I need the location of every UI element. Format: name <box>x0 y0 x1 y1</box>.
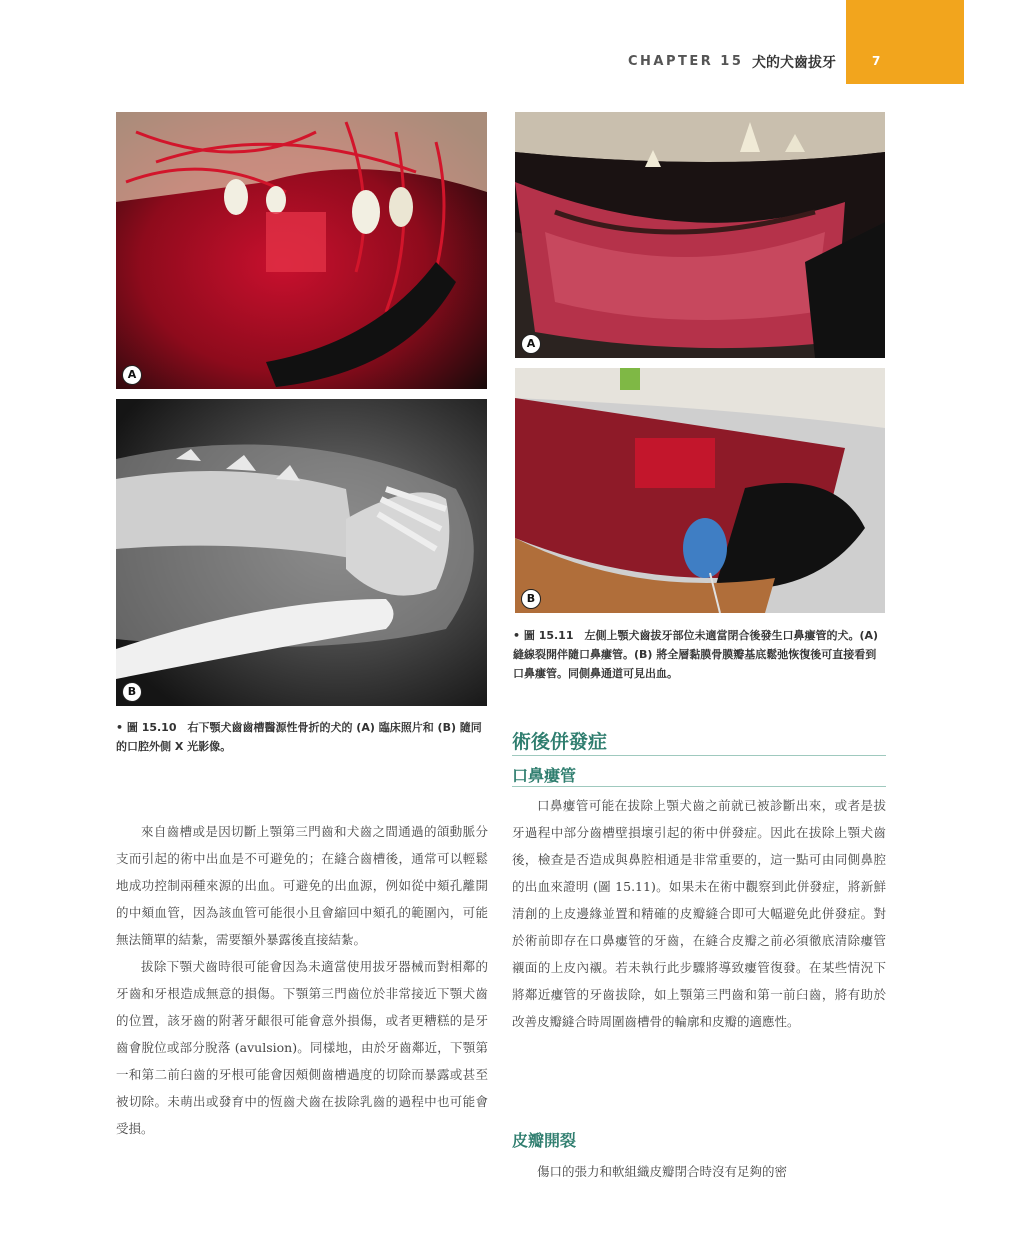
left-body-text <box>116 818 488 1142</box>
chapter-label: CHAPTER 15 <box>628 54 744 69</box>
figure-15-10-caption: • 圖 15.10 右下顎犬齒齒槽醫源性骨折的犬的 (A) 臨床照片和 (B) 隨同的口腔外側 X 光影像。 <box>116 721 482 753</box>
paragraph-text: 口鼻瘻管可能在拔除上顎犬齒之前就已被診斷出來，或者是拔牙過程中部分齒槽壁損壞引起的術中併發症。因此在拔除上顎犬齒後，檢查是否造成與鼻腔相通是非常重要的，這一點可由同側鼻腔的出血來證明 (圖 15.11)。如果未在術中觀察到此併發症，將新鮮清創的上皮邊緣並置和精確的皮瓣縫合即可大幅避免此併發症。對於術前即存在口鼻瘻管的牙齒，在縫合皮瓣之前必須徹底清除瘻管襯面的上皮內襯。若未執行此步驟將導致瘻管復發。在某些情況下將鄰近瘻管的牙齒拔除，如上顎第三門齒和第一前臼齒，將有助於改善皮瓣縫合時周圍齒槽骨的輪廓和皮瓣的適應性。 <box>512 798 886 1029</box>
figure-15-10b-radiograph <box>116 399 487 706</box>
paragraph-text: 傷口的張力和軟組織皮瓣閉合時沒有足夠的密 <box>537 1164 788 1179</box>
subheading-dehiscence: 皮瓣開裂 <box>512 1131 577 1150</box>
figure-15-10a-clinical-photo <box>116 112 487 389</box>
page-tab <box>846 0 964 84</box>
paragraph-text: 來自齒槽或是因切斷上顎第三門齒和犬齒之間通過的頜動脈分支而引起的術中出血是不可避免的；在縫合齒槽後，通常可以輕鬆地成功控制兩種來源的出血。可避免的出血源，例如從中頦孔離開的中頦血管，因為該血管可能很小且會縮回中頦孔的範圍內，可能無法簡單的結紮，需要額外暴露後直接結紮。 <box>116 824 488 947</box>
section-divider <box>512 755 886 756</box>
figure-badge-b: B <box>122 682 142 702</box>
figure-15-11-caption: • 圖 15.11 左側上顎犬齒拔牙部位未適當閉合後發生口鼻瘻管的犬。(A) 縫線裂開伴隨口鼻瘻管。(B) 將全層黏膜骨膜瓣基底鬆弛恢復後可直接看到口鼻瘻管。同側鼻通道可見出血。 <box>513 629 879 680</box>
figure-badge-b: B <box>521 589 541 609</box>
subheading-divider <box>512 786 886 787</box>
figure-15-11b-clinical-photo <box>515 368 885 613</box>
figure-badge-a: A <box>122 365 142 385</box>
dehiscence-paragraph <box>512 1158 886 1185</box>
section-heading: 術後併發症 <box>512 731 608 753</box>
figure-badge-a: A <box>521 334 541 354</box>
chapter-title: 犬的犬齒拔牙 <box>752 55 836 71</box>
fistula-paragraph <box>512 792 886 1035</box>
figure-15-11a-clinical-photo <box>515 112 885 358</box>
page-number: 7 <box>872 54 881 68</box>
subheading-fistula: 口鼻瘻管 <box>512 766 577 785</box>
paragraph-text: 拔除下顎犬齒時很可能會因為未適當使用拔牙器械而對相鄰的牙齒和牙根造成無意的損傷。下顎第三門齒位於非常接近下顎犬齒的位置，該牙齒的附著牙齦很可能會意外損傷，或者更糟糕的是牙齒會脫位或部分脫落 (avulsion)。同樣地，由於牙齒鄰近，下顎第一和第二前臼齒的牙根可能會因頰側齒槽過度的切除而暴露或甚至被切除。未萌出或發育中的恆齒犬齒在拔除乳齒的過程中也可能會受損。 <box>116 959 488 1136</box>
